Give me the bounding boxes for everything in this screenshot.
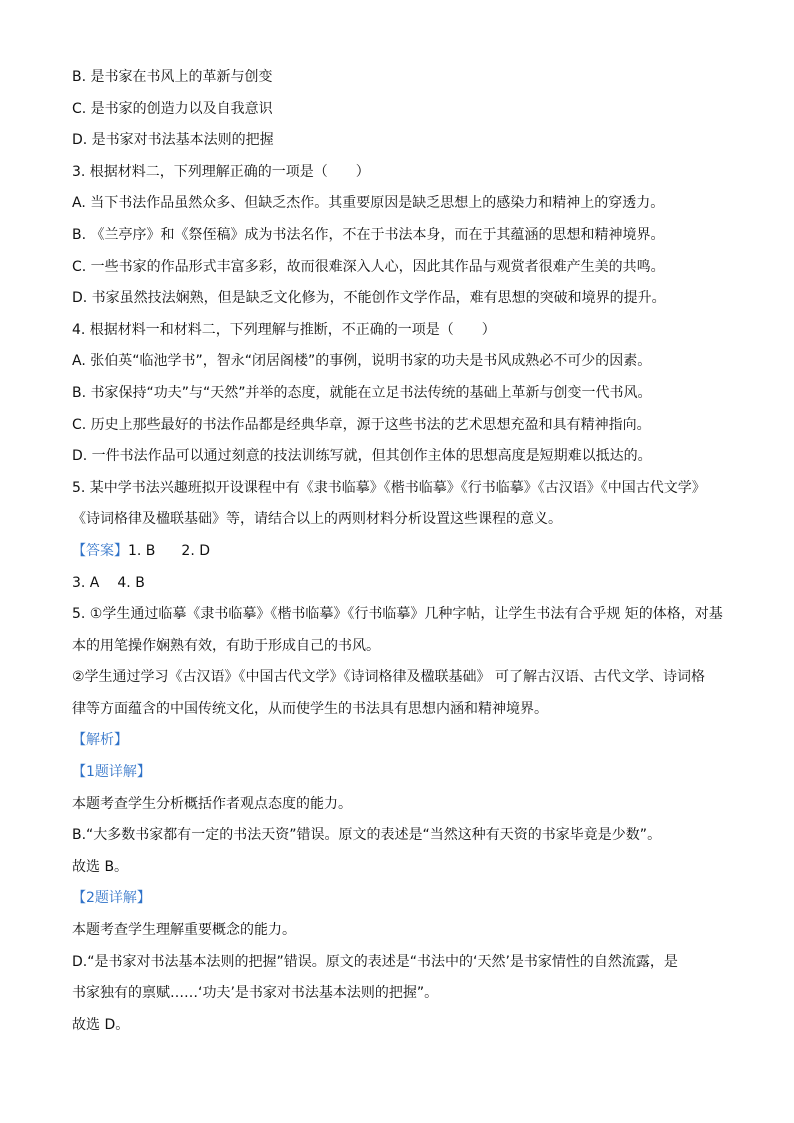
option-b-line: B. 是书家在书风上的革新与创变 — [72, 69, 273, 85]
answer-4: 4. B — [117, 574, 145, 591]
answer-1: 1. B — [128, 542, 156, 559]
question-5-stem-line1: 5. 某中学书法兴趣班拟开设课程中有《隶书临摹》《楷书临摹》《行书临摹》《古汉语》《中国古代文学》 — [72, 479, 706, 496]
q2-detail-heading: 【2题详解】 — [72, 890, 151, 907]
answer-line-1 — [72, 536, 732, 568]
question-4-option-a: A. 张伯英“临池学书”，智永“闭居阁楼”的事例，说明书家的功夫是书风成熟必不可少的因素。 — [72, 353, 652, 370]
question-4-option-b: B. 书家保持“功夫”与“天然”并举的态度，就能在立足书法传统的基础上革新与创变一代书风。 — [72, 384, 652, 401]
answer-5-line4: 律等方面蕴含的中国传统文化，从而使学生的书法具有思想内涵和精神境界。 — [72, 700, 548, 717]
answer-5-line1: 5. ①学生通过临摹《隶书临摹》《楷书临摹》《行书临摹》几种字帖，让学生书法有合乎规 矩的体格，对基 — [72, 606, 723, 623]
answer-tag: 【答案】 — [72, 542, 128, 559]
question-4-option-d: D. 一件书法作品可以通过刻意的技法训练写就，但其创作主体的思想高度是短期难以抵达的。 — [72, 448, 652, 465]
analysis-heading: 【解析】 — [72, 732, 128, 749]
question-3-option-c: C. 一些书家的作品形式丰富多彩，故而很难深入人心，因此其作品与观赏者很难产生美的共鸣。 — [72, 258, 665, 275]
answer-5-line2: 本的用笔操作娴熟有效，有助于形成自己的书风。 — [72, 637, 380, 654]
q2-detail-line: D.“是书家对书法基本法则的把握”错误。原文的表述是“书法中的‘天然’是书家情性的自然流露，是 — [72, 953, 678, 970]
question-3-stem: 3. 根据材料二，下列理解正确的一项是（ ） — [72, 163, 370, 180]
answer-line-2 — [72, 568, 732, 600]
q1-detail-heading: 【1题详解】 — [72, 764, 151, 781]
question-4-option-c: C. 历史上那些最好的书法作品都是经典华章，源于这些书法的艺术思想充盈和具有精神指向。 — [72, 416, 651, 433]
answer-2: 2. D — [181, 542, 211, 559]
q1-detail-line: 故选 B。 — [72, 858, 129, 875]
q1-detail-line: B.“大多数书家都有一定的书法天资”错误。原文的表述是“当然这种有天资的书家毕竟是少数”。 — [72, 827, 662, 844]
option-d-line: D. 是书家对书法基本法则的把握 — [72, 132, 274, 149]
q2-detail-line: 书家独有的禀赋……‘功夫’是书家对书法基本法则的把握”。 — [72, 985, 439, 1002]
q2-detail-line: 故选 D。 — [72, 1016, 130, 1033]
answer-3: 3. A — [72, 574, 100, 591]
document-page — [72, 62, 732, 1041]
question-5-stem-line2: 《诗词格律及楹联基础》等，请结合以上的两则材料分析设置这些课程的意义。 — [72, 511, 562, 528]
q1-detail-line: 本题考查学生分析概括作者观点态度的能力。 — [72, 795, 352, 812]
option-c-line: C. 是书家的创造力以及自我意识 — [72, 100, 273, 117]
answer-5-line3: ②学生通过学习《古汉语》《中国古代文学》《诗词格律及楹联基础》 可了解古汉语、古代文学、诗词格 — [72, 669, 705, 686]
question-3-option-d: D. 书家虽然技法娴熟，但是缺乏文化修为，不能创作文学作品，难有思想的突破和境界的提升。 — [72, 290, 666, 307]
q2-detail-line: 本题考查学生理解重要概念的能力。 — [72, 922, 296, 939]
question-3-option-a: A. 当下书法作品虽然众多、但缺乏杰作。其重要原因是缺乏思想上的感染力和精神上的穿透力。 — [72, 195, 665, 212]
question-4-stem: 4. 根据材料一和材料二，下列理解与推断，不正确的一项是（ ） — [72, 321, 496, 338]
question-3-option-b: B. 《兰亭序》和《祭侄稿》成为书法名作，不在于书法本身，而在于其蕴涵的思想和精神境界。 — [72, 226, 665, 243]
